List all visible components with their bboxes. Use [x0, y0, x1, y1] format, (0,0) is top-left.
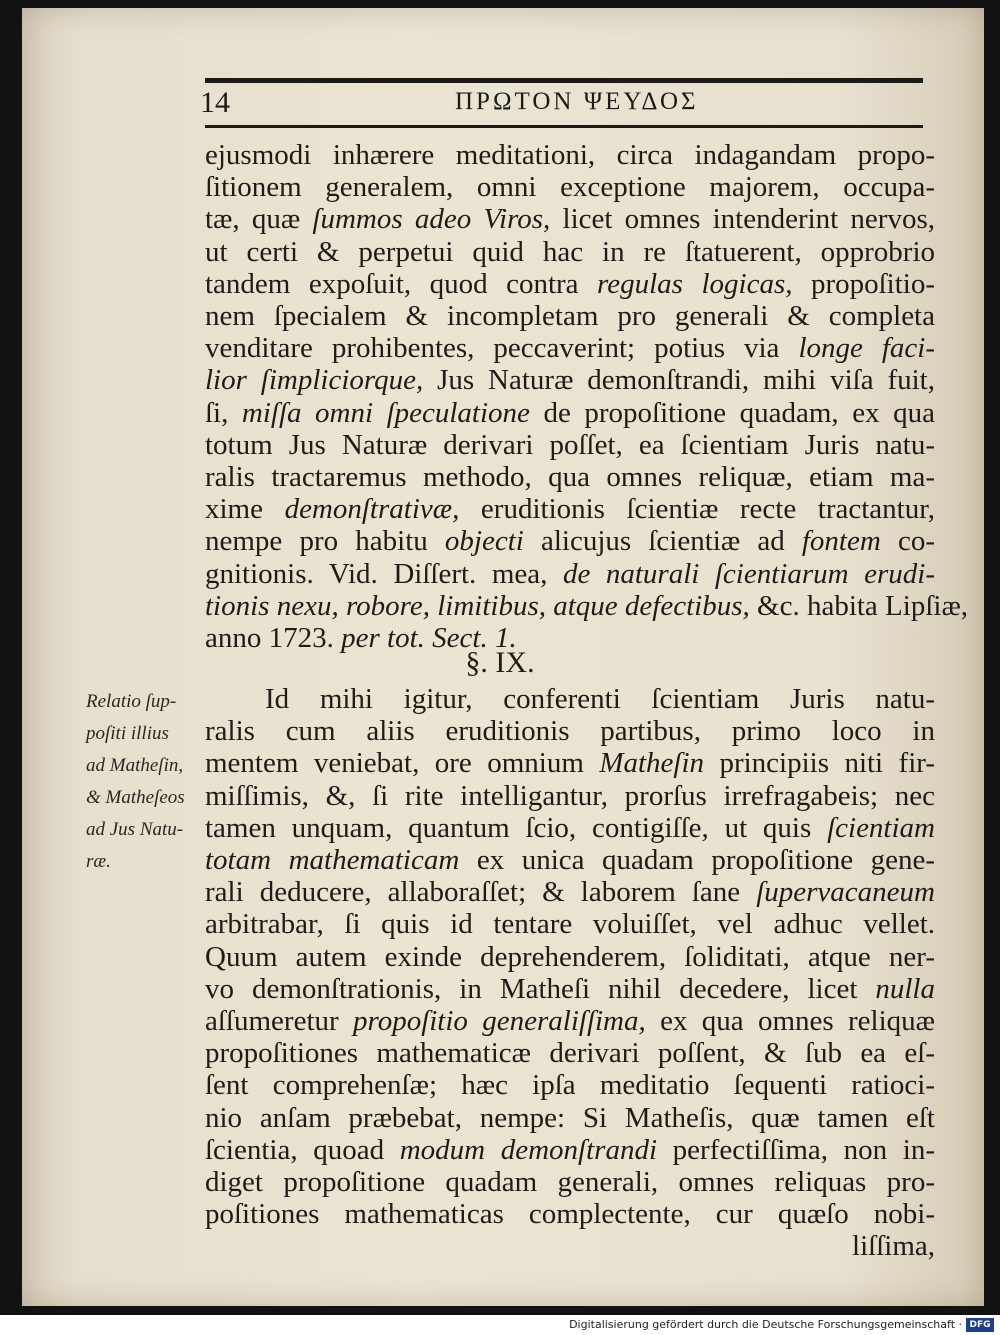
text-span: diget propoſitione quadam generali, omnes reliquas pro-	[205, 1166, 935, 1198]
text-span: de propoſitione quadam, ex qua	[529, 396, 935, 429]
text-line	[205, 843, 935, 877]
dfg-logo: DFG	[966, 1318, 994, 1332]
text-span: licet omnes intenderint nervos,	[550, 203, 935, 236]
text-span: mentem veniebat, ore omnium	[205, 747, 600, 780]
text-span: ſitionem generalem, omni exceptione majorem, occupa-	[205, 171, 935, 204]
italic-text: regulas logicas,	[597, 267, 793, 300]
italic-text: nulla	[875, 972, 935, 1005]
text-line	[205, 1133, 935, 1167]
text-line	[205, 1036, 935, 1070]
text-line	[205, 460, 935, 494]
text-line	[205, 940, 935, 974]
text-span: totum Jus Naturæ derivari poſſet, ea ſcientiam Juris natu-	[205, 428, 935, 461]
text-span: tandem expoſuit, quod contra	[205, 267, 598, 300]
text-span: Quum autem exinde deprehenderem, ſoliditati, atque ner-	[205, 940, 935, 973]
text-line	[205, 1229, 935, 1263]
margin-note	[86, 686, 206, 878]
text-span: &c. habita Lipſiæ,	[749, 589, 969, 622]
text-line	[205, 714, 935, 748]
text-span: ralis cum aliis eruditionis partibus, primo loco in	[205, 715, 935, 748]
text-line	[205, 202, 935, 236]
text-line	[205, 299, 935, 333]
text-span: co-	[880, 525, 935, 558]
text-span: propoſitiones mathematicæ derivari poſſent, & ſub ea eſ-	[205, 1037, 935, 1070]
italic-text: longe faci-	[798, 332, 936, 365]
italic-text: per tot. Sect. 1.	[341, 622, 517, 654]
text-line	[205, 138, 935, 172]
text-line	[205, 875, 935, 909]
section-heading: §. IX.	[465, 646, 535, 679]
italic-text: totam mathematicam	[205, 844, 460, 876]
margin-note-line: ad Jus Natu-	[86, 819, 184, 840]
text-line	[205, 907, 935, 941]
text-line	[205, 170, 935, 204]
running-head: ΠΡΩΤΟΝ ΨΕΥΔΟΣ	[455, 88, 699, 115]
text-span: xime	[205, 493, 285, 526]
text-span: ex unica quadam propoſitione gene-	[459, 844, 935, 876]
text-line	[205, 524, 935, 558]
text-line	[205, 779, 935, 813]
text-line	[265, 682, 935, 716]
text-span: nempe pro habitu	[205, 525, 445, 558]
italic-text: propoſitio generaliſſima,	[352, 1005, 646, 1037]
text-line	[205, 1197, 935, 1231]
text-span: gnitionis. Vid. Diſſert. mea,	[205, 557, 563, 590]
italic-text: miſſa omni ſpeculatione	[241, 396, 530, 429]
italic-text: lior ſimpliciorque,	[205, 364, 424, 397]
text-line	[205, 492, 935, 526]
text-span: ſcientia, quoad	[205, 1133, 400, 1166]
italic-text: de naturali ſcientiarum erudi-	[562, 557, 936, 590]
text-line	[205, 557, 935, 591]
text-line	[205, 267, 935, 301]
text-span: ſent comprehenſæ; hæc ipſa meditatio ſequenti ratioci-	[205, 1069, 935, 1102]
text-line	[205, 428, 935, 462]
text-span: poſitiones mathematicas complectente, cur quæſo nobi-	[205, 1198, 935, 1231]
text-line	[205, 746, 935, 780]
margin-note-line: Relatio ſup-	[86, 691, 177, 712]
footer-text: Digitalisierung gefördert durch die Deutsche Forschungsgemeinschaft ·	[569, 1318, 962, 1331]
margin-note-line: poſiti illius	[86, 723, 169, 744]
text-span: tæ, quæ	[205, 203, 313, 236]
margin-note-line: ræ.	[86, 851, 111, 872]
italic-text: fontem	[801, 525, 881, 558]
text-span: ralis tractaremus methodo, qua omnes reliquæ, etiam ma-	[205, 461, 935, 493]
text-line	[205, 1068, 935, 1102]
text-span: rali deducere, allaboraſſet; & laborem ſane	[205, 876, 757, 909]
text-line	[205, 1004, 935, 1038]
italic-text: modum demonſtrandi	[399, 1133, 658, 1166]
header-rule-bottom	[205, 125, 923, 128]
italic-text: Matheſin	[599, 747, 705, 780]
italic-text: ſcientiam	[827, 811, 935, 844]
text-span: eruditionis ſcientiæ recte tractantur,	[459, 493, 935, 526]
italic-text: demonſtrativæ,	[284, 493, 460, 526]
text-span: propoſitio-	[792, 267, 936, 300]
header-rule-top	[205, 78, 923, 83]
text-line	[205, 972, 935, 1006]
text-line	[205, 1101, 935, 1135]
text-span: perfectiſſima, non in-	[657, 1133, 935, 1166]
text-line	[205, 1165, 935, 1199]
margin-note-line: ad Matheſin,	[86, 755, 184, 776]
text-line	[205, 235, 935, 269]
italic-text: ſupervacaneum	[756, 876, 935, 909]
text-span: ſi,	[205, 396, 242, 429]
text-line	[205, 331, 935, 365]
text-span: arbitrabar, ſi quis id tentare voluiſſet, vel adhuc vellet.	[205, 908, 935, 941]
text-span: Jus Naturæ demonſtrandi, mihi viſa fuit,	[423, 364, 935, 397]
italic-text: ſummos adeo Viros,	[312, 203, 551, 236]
text-line	[205, 811, 935, 845]
text-span: venditare prohibentes, peccaverint; potius via	[205, 332, 799, 365]
italic-text: tionis nexu, robore, limitibus, atque defectibus,	[205, 589, 750, 622]
text-span: ut certi & perpetui quid hac in re ſtatuerent, opprobrio	[205, 235, 935, 268]
text-line	[205, 396, 935, 430]
text-span: alicujus ſcientiæ ad	[523, 525, 802, 558]
italic-text: objecti	[444, 525, 524, 558]
text-span: anno 1723.	[205, 622, 342, 654]
margin-note-line: & Matheſeos	[86, 787, 185, 808]
text-line	[205, 363, 935, 397]
text-span: ex qua omnes reliquæ	[645, 1005, 935, 1037]
text-span: nem ſpecialem & incompletam pro generali & completa	[205, 300, 935, 332]
text-line	[205, 589, 969, 623]
text-span: Id mihi igitur, conferenti ſcientiam Juris natu-	[265, 683, 935, 715]
text-span: principiis niti fir-	[704, 747, 935, 780]
page-number: 14	[200, 86, 230, 119]
text-span: aſſumeretur	[205, 1005, 353, 1037]
text-span: ejusmodi inhærere meditationi, circa indagandam propo-	[205, 139, 935, 171]
text-span: nio anſam præbebat, nempe: Si Matheſis, quæ tamen eſt	[205, 1101, 935, 1134]
footer-bar	[0, 1315, 1000, 1335]
text-span: vo demonſtrationis, in Matheſi nihil decedere, licet	[205, 972, 876, 1005]
text-span: tamen unquam, quantum ſcio, contigiſſe, ut quis	[205, 811, 828, 844]
text-span: miſſimis, &, ſi rite intelligantur, prorſus irrefragabeis; nec	[205, 779, 935, 812]
text-span: liſſima,	[852, 1230, 935, 1263]
